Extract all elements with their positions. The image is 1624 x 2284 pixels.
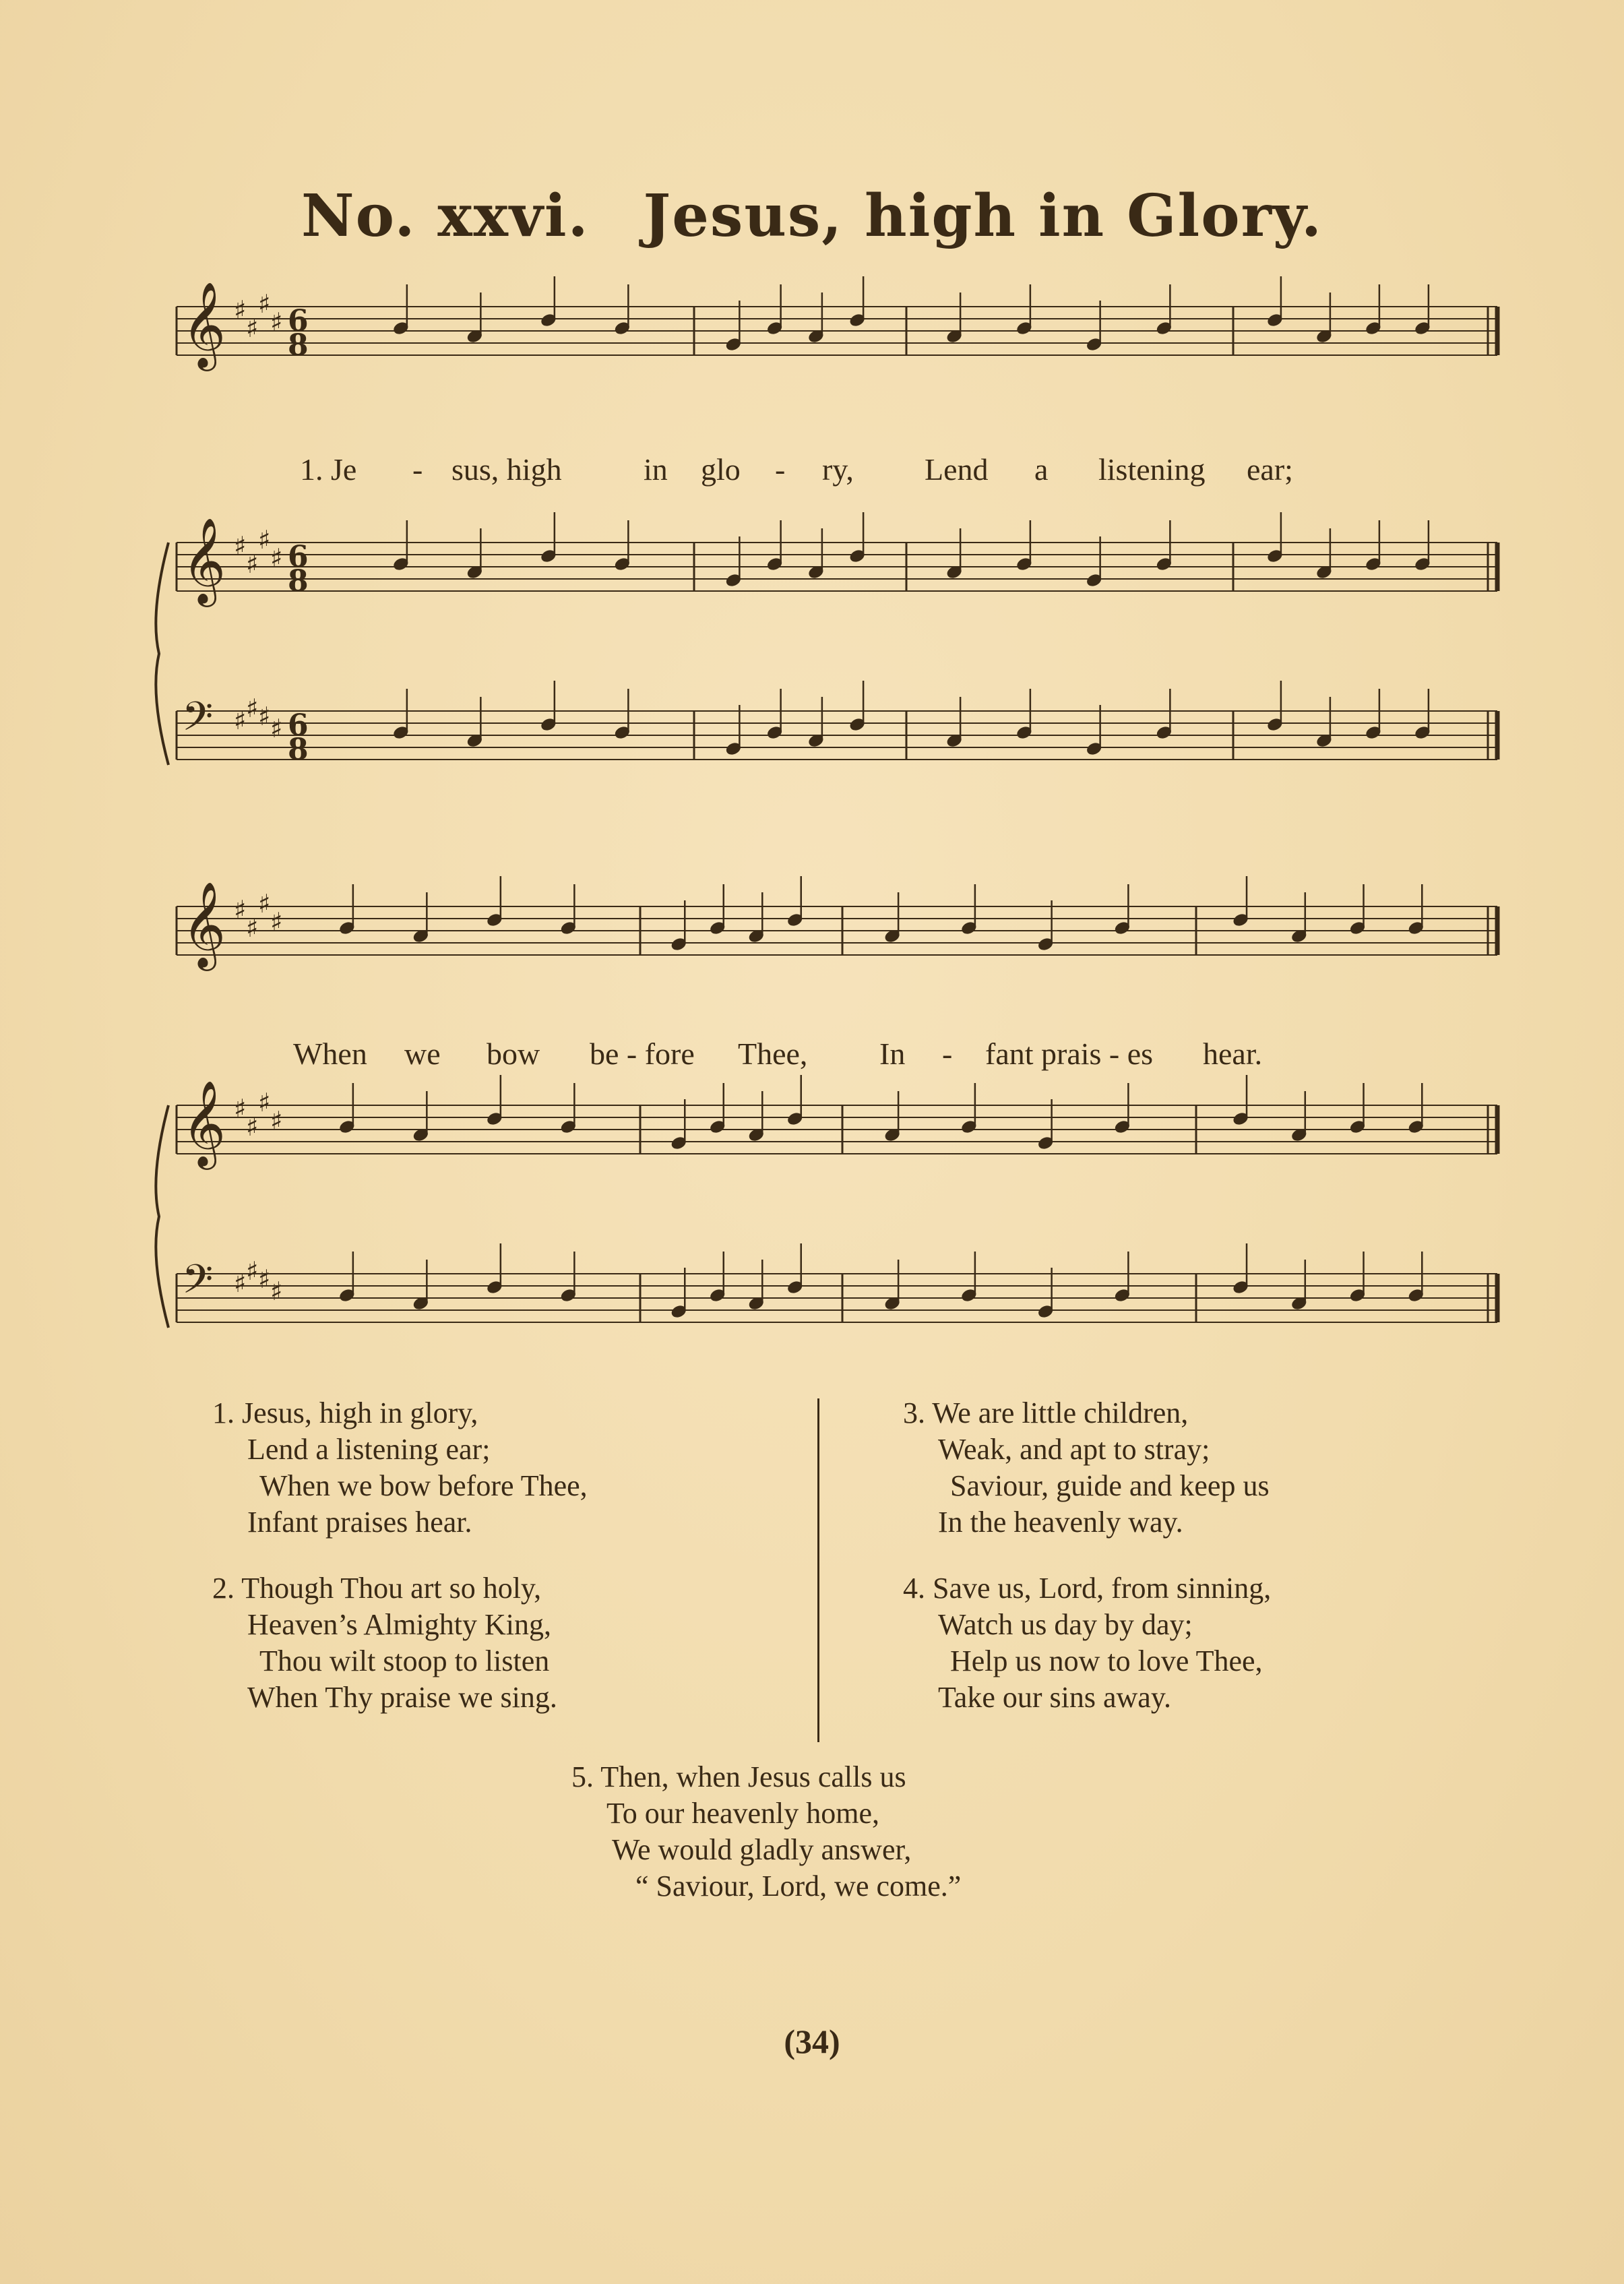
treble-clef: 𝄞 [182,517,226,603]
time-signature-numerator: 6 [288,304,309,338]
bass-clef: 𝄢 [182,1256,214,1312]
time-signature-denominator: 8 [288,564,309,598]
time-signature-numerator: 6 [288,540,309,574]
lyric-syllable: be - fore [590,1037,695,1071]
verse-line: Saviour, guide and keep us [950,1469,1270,1502]
verse-line: Infant praises hear. [247,1506,472,1539]
lyric-syllable: 1. Je [300,452,357,487]
hymn-name: Jesus, high in Glory. [643,182,1323,250]
time-signature-denominator: 8 [288,328,309,363]
verse-line: Watch us day by day; [938,1608,1193,1641]
lyric-syllable: Lend [925,452,989,487]
sharp-sign: ♯ [258,1088,271,1117]
verse-line: Weak, and apt to stray; [938,1433,1210,1466]
lyric-syllable: we [404,1037,441,1071]
treble-clef: 𝄞 [182,1080,226,1166]
sharp-sign: ♯ [270,543,283,573]
bass-clef: 𝄢 [182,693,214,749]
sharp-sign: ♯ [234,706,247,735]
verse-line: Lend a listening ear; [247,1433,491,1466]
lyric-syllable: hear. [1203,1037,1263,1071]
verse-line: Save us, Lord, from sinning, [933,1572,1272,1605]
verse-line: Though Thou art so holy, [241,1572,542,1605]
lyric-syllable: fant prais - es [985,1037,1154,1071]
sharp-sign: ♯ [246,313,259,343]
lyric-syllable: ry, [822,452,854,487]
time-signature-numerator: 6 [288,708,309,743]
page-number: (34) [784,2023,840,2060]
lyric-syllable: - [775,452,786,487]
verse-line: When we bow before Thee, [259,1469,588,1502]
lyric-syllable: bow [487,1037,540,1071]
verse-line: Heaven’s Almighty King, [247,1608,551,1641]
lyric-syllable: - [412,452,423,487]
sharp-sign: ♯ [234,895,247,925]
sharp-sign: ♯ [234,1094,247,1123]
sharp-sign: ♯ [270,1276,283,1306]
sharp-sign: ♯ [270,907,283,937]
verse-line: We would gladly answer, [612,1833,912,1866]
verse-line: When Thy praise we sing. [247,1681,557,1714]
sharp-sign: ♯ [246,549,259,579]
verse-number: 4. [903,1572,925,1605]
treble-clef: 𝄞 [182,281,226,367]
sharp-sign: ♯ [234,295,247,325]
verse-line: Jesus, high in glory, [242,1396,478,1429]
sharp-sign: ♯ [258,1264,271,1294]
lyric-syllable: ear; [1247,452,1293,487]
column-divider [817,1398,819,1742]
verse-line: Help us now to love Thee, [950,1644,1263,1677]
lyric-syllable: listening [1098,452,1206,487]
sharp-sign: ♯ [234,531,247,561]
system-brace [156,1105,168,1328]
lyric-syllable: In [879,1037,906,1071]
verse-5 [571,1759,961,1905]
lyric-syllable: Thee, [738,1037,808,1071]
verse-number: 5. [571,1760,594,1793]
sharp-sign: ♯ [258,702,271,731]
sharp-sign: ♯ [246,913,259,943]
system-brace [156,543,168,765]
sharp-sign: ♯ [258,525,271,555]
verse-number: 3. [903,1396,925,1429]
sharp-sign: ♯ [270,307,283,337]
verse-number: 1. [212,1396,235,1429]
verse-3 [903,1395,1270,1541]
lyric-syllable: in [644,452,668,487]
sharp-sign: ♯ [270,714,283,743]
lyric-syllable: When [293,1037,367,1071]
sharp-sign: ♯ [246,693,259,723]
verse-line: To our heavenly home, [606,1797,880,1830]
sharp-sign: ♯ [258,889,271,919]
lyric-syllable: glo [701,452,741,487]
lyric-syllable: - [942,1037,953,1071]
lyric-syllable: a [1034,452,1049,487]
verse-line: “ Saviour, Lord, we come.” [635,1870,962,1903]
verse-line: We are little children, [932,1396,1189,1429]
verse-line: In the heavenly way. [938,1506,1183,1539]
verse-1 [212,1395,588,1541]
treble-clef: 𝄞 [182,881,226,967]
sharp-sign: ♯ [270,1106,283,1136]
verse-line: Thou wilt stoop to listen [259,1644,550,1677]
hymn-number: No. xxvi. [301,182,590,250]
verse-line: Then, when Jesus calls us [600,1760,906,1793]
sharp-sign: ♯ [246,1256,259,1286]
time-signature-denominator: 8 [288,733,309,767]
verse-number: 2. [212,1572,235,1605]
sharp-sign: ♯ [258,289,271,319]
sharp-sign: ♯ [234,1268,247,1298]
sharp-sign: ♯ [246,1112,259,1142]
lyric-syllable: sus, high [451,452,562,487]
verse-4 [903,1570,1271,1716]
verse-line: Take our sins away. [938,1681,1171,1714]
verse-2 [212,1570,557,1716]
